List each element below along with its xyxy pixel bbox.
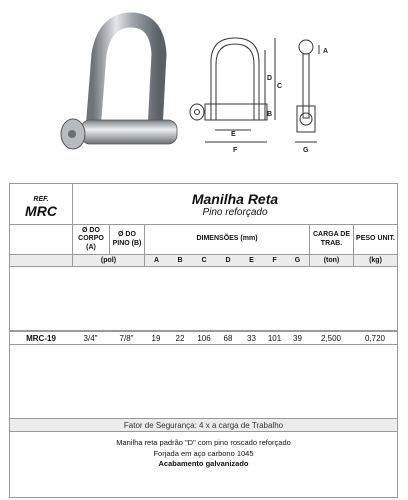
- row-dim-g: 39: [293, 333, 302, 343]
- safety-note: Fator de Segurança: 4 x a carga de Trabalho: [123, 420, 284, 430]
- blank-unit: [10, 255, 72, 266]
- dim-label-f: F: [233, 147, 238, 154]
- table-row: [10, 331, 397, 345]
- unit-ton: (ton): [309, 255, 353, 266]
- unit-pol: (pol): [72, 255, 144, 266]
- spacer-bottom: [10, 345, 397, 419]
- row-peso: 0,720: [364, 333, 386, 343]
- unit-e: E: [249, 257, 254, 264]
- description-line-2: Forjada em aço carbono 1045: [153, 448, 254, 458]
- col-peso-header: PESO UNIT.: [353, 225, 397, 254]
- page-title: Manilha Reta: [191, 190, 279, 207]
- row-dim-a: 19: [151, 333, 161, 343]
- description: [10, 432, 397, 498]
- unit-row: [10, 255, 397, 267]
- column-header-row: [10, 225, 397, 255]
- row-pino: 7/8": [119, 333, 134, 343]
- title-cell: [72, 184, 397, 224]
- unit-c: C: [201, 257, 207, 264]
- blank-header: [10, 225, 72, 254]
- dim-label-d: D: [267, 75, 273, 82]
- unit-d: D: [225, 257, 231, 264]
- title-row: [10, 184, 397, 225]
- shackle-photo: [55, 12, 185, 162]
- ref-value: MRC: [25, 202, 57, 219]
- row-ref: MRC-19: [26, 333, 56, 343]
- row-dim-d: 68: [223, 333, 233, 343]
- unit-f: F: [272, 257, 277, 264]
- ref-cell: [10, 184, 72, 224]
- page-subtitle: Pino reforçado: [202, 206, 268, 218]
- dim-label-a: A: [323, 48, 329, 55]
- unit-g: G: [294, 257, 301, 264]
- technical-drawing: [185, 20, 335, 160]
- col-carga-header: CARGA DE TRAB.: [309, 225, 353, 254]
- description-line-1: Manilha reta padrão "D" com pino roscado reforçado: [116, 438, 291, 447]
- row-dim-c: 106: [197, 333, 211, 343]
- col-corpo-header: Ø DO CORPO (A): [72, 225, 109, 254]
- dim-label-g: G: [303, 147, 309, 154]
- row-corpo: 3/4": [83, 333, 98, 343]
- spec-table: [9, 183, 398, 498]
- spacer-top: [10, 267, 397, 331]
- unit-kg: (kg): [353, 255, 397, 266]
- ref-label: REF.: [33, 195, 49, 203]
- dim-label-e: E: [231, 131, 236, 138]
- unit-b: B: [177, 257, 183, 264]
- description-row: [10, 432, 397, 498]
- dim-label-b: B: [267, 111, 273, 118]
- dim-label-c: C: [277, 83, 283, 90]
- description-line-3: Acabamento galvanizado: [158, 459, 249, 468]
- row-dim-e: 33: [247, 333, 256, 343]
- row-carga: 2,500: [320, 333, 342, 343]
- col-dimensoes-header: DIMENSÕES (mm): [144, 225, 309, 254]
- row-dim-b: 22: [175, 333, 185, 343]
- col-pino-header: Ø DO PINO (B): [109, 225, 144, 254]
- unit-a: A: [144, 255, 168, 266]
- row-dim-f: 101: [267, 333, 282, 343]
- safety-row: [10, 419, 397, 432]
